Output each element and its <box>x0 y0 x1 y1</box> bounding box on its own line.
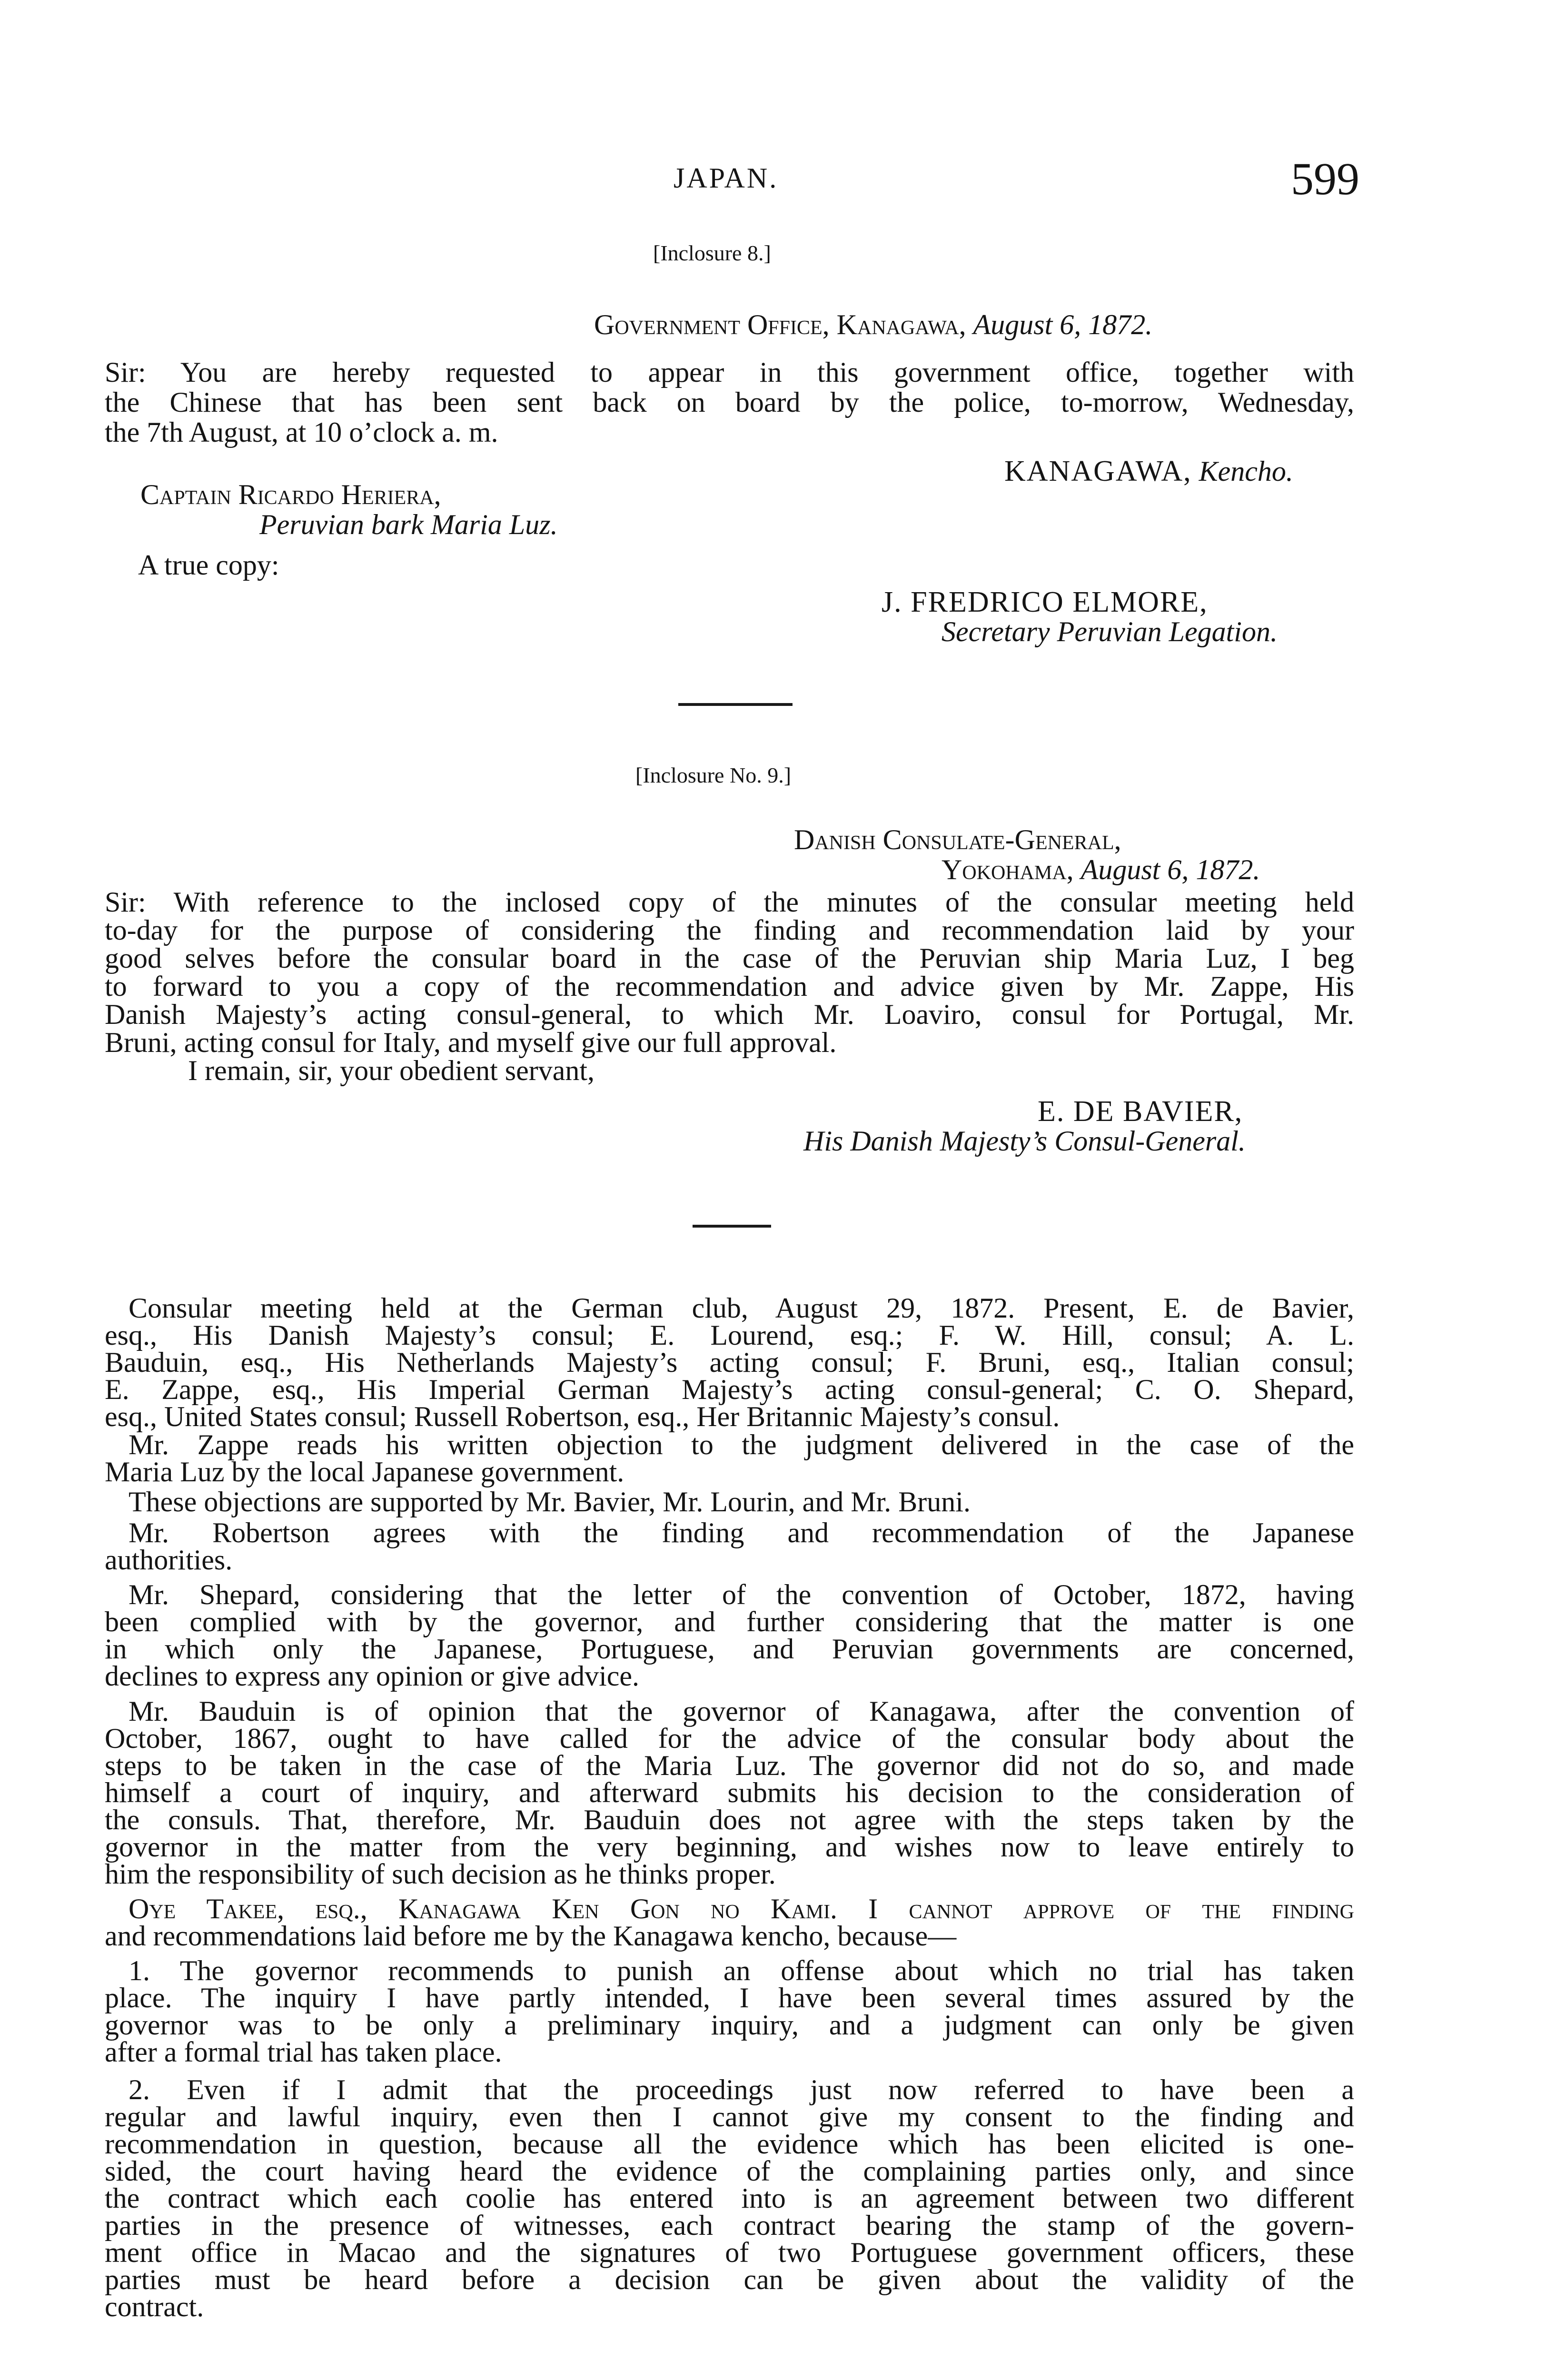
paragraph-line: the consuls. That, therefore, Mr. Bauduin does not agree with the steps taken by the <box>105 1804 1354 1835</box>
true-copy-label: A true copy: <box>138 549 279 581</box>
paragraph-line: steps to be taken in the case of the Maria Luz. The governor did not do so, and made <box>105 1750 1354 1781</box>
paragraph-line: himself a court of inquiry, and afterward submits his decision to the consideration of <box>105 1777 1354 1808</box>
paragraph-line: 1. The governor recommends to punish an offense about which no trial has taken <box>129 1955 1354 1986</box>
paragraph-line: place. The inquiry I have partly intended, I have been several times assured by the <box>105 1982 1354 2013</box>
paragraph-line: October, 1867, ought to have called for the advice of the consular body about the <box>105 1723 1354 1754</box>
paragraph-line: him the responsibility of such decision as he thinks proper. <box>105 1858 776 1890</box>
paragraph-line: esq., His Danish Majesty’s consul; E. Lourend, esq.; F. W. Hill, consul; A. L. <box>105 1319 1354 1351</box>
paragraph-line: in which only the Japanese, Portuguese, and Peruvian governments are concerned, <box>105 1633 1354 1665</box>
paragraph-line: parties must be heard before a decision can be given about the validity of the <box>105 2264 1354 2295</box>
signature-name: E. DE BAVIER, <box>1038 1095 1243 1128</box>
copy-signer-name: J. FREDRICO ELMORE, <box>882 586 1208 618</box>
paragraph-line: been complied with by the governor, and further considering that the matter is one <box>105 1606 1354 1637</box>
running-title: JAPAN. <box>674 162 779 194</box>
paragraph-line: recommendation in question, because all the evidence which has been elicited is one- <box>105 2128 1354 2160</box>
paragraph-line: to forward to you a copy of the recommendation and advice given by Mr. Zappe, His <box>105 971 1354 1002</box>
page-number: 599 <box>1291 153 1359 204</box>
paragraph-line: 2. Even if I admit that the proceedings just now referred to have been a <box>129 2074 1354 2105</box>
paragraph-line: ment office in Macao and the signatures of two Portuguese government officers, these <box>105 2237 1354 2268</box>
paragraph-line: These objections are supported by Mr. Bavier, Mr. Lourin, and Mr. Bruni. <box>129 1486 971 1517</box>
paragraph-line: Sir: You are hereby requested to appear in this government office, together with <box>105 357 1354 388</box>
closing-line: I remain, sir, your obedient servant, <box>188 1055 595 1086</box>
inclosure-9-label: [Inclosure No. 9.] <box>635 763 792 787</box>
inclosure-9-dateline <box>941 853 1260 886</box>
paragraph-line: contract. <box>105 2291 204 2322</box>
paragraph-line: after a formal trial has taken place. <box>105 2036 502 2068</box>
dateline-date: August 6, 1872. <box>973 309 1153 340</box>
paragraph-line: Mr. Bauduin is of opinion that the governor of Kanagawa, after the convention of <box>129 1696 1354 1727</box>
paragraph-line: Maria Luz by the local Japanese government. <box>105 1456 624 1488</box>
paragraph-line: declines to express any opinion or give advice. <box>105 1660 640 1692</box>
paragraph-line: the contract which each coolie has entered into is an agreement between two different <box>105 2182 1354 2214</box>
paragraph-line: regular and lawful inquiry, even then I cannot give my consent to the finding and <box>105 2101 1354 2132</box>
paragraph-line: Bruni, acting consul for Italy, and myself give our full approval. <box>105 1027 837 1058</box>
paragraph-line: and recommendations laid before me by the Kanagawa kencho, because— <box>105 1920 957 1952</box>
signature-kanagawa <box>1004 455 1293 488</box>
paragraph-line: Mr. Shepard, considering that the letter of the convention of October, 1872, having <box>129 1579 1354 1610</box>
section-divider <box>693 1225 771 1228</box>
paragraph-line: Mr. Robertson agrees with the finding and recommendation of the Japanese <box>129 1517 1354 1548</box>
paragraph-line: Consular meeting held at the German club, August 29, 1872. Present, E. de Bavier, <box>129 1292 1354 1324</box>
paragraph-line: esq., United States consul; Russell Robertson, esq., Her Britannic Majesty’s consul. <box>105 1401 1060 1432</box>
signature-title: His Danish Majesty’s Consul-General. <box>803 1125 1246 1157</box>
inclosure-8-label: [Inclosure 8.] <box>653 241 771 265</box>
inclosure-8-dateline <box>594 308 1152 341</box>
paragraph-line: Bauduin, esq., His Netherlands Majesty’s acting consul; F. Bruni, esq., Italian consul; <box>105 1347 1354 1378</box>
paragraph-line: sided, the court having heard the evidence of the complaining parties only, and since <box>105 2155 1354 2187</box>
paragraph-line: Mr. Zappe reads his written objection to the judgment delivered in the case of the <box>129 1429 1354 1460</box>
paragraph-line: the Chinese that has been sent back on board by the police, to-morrow, Wednesday, <box>105 387 1354 418</box>
paragraph-line: governor was to be only a preliminary inquiry, and a judgment can only be given <box>105 2009 1354 2041</box>
signature-title: Kencho. <box>1199 456 1293 487</box>
paragraph-line: authorities. <box>105 1544 233 1576</box>
dateline-place: Yokohama, <box>941 854 1074 885</box>
paragraph-line: Danish Majesty’s acting consul-general, to which Mr. Loaviro, consul for Portugal, Mr. <box>105 999 1354 1030</box>
addressee-name: Captain Ricardo Heriera, <box>140 479 441 510</box>
paragraph-line: governor in the matter from the very beginning, and wishes now to leave entirely to <box>105 1831 1354 1863</box>
dateline-office: Government Office, Kanagawa, <box>594 309 966 340</box>
paragraph-line: parties in the presence of witnesses, each contract bearing the stamp of the govern- <box>105 2210 1354 2241</box>
dateline-office: Danish Consulate-General, <box>794 824 1121 855</box>
paragraph-line: E. Zappe, esq., His Imperial German Majesty’s acting consul-general; C. O. Shepard, <box>105 1374 1354 1405</box>
paragraph-line: good selves before the consular board in the case of the Peruvian ship Maria Luz, I beg <box>105 942 1354 974</box>
paragraph-line: Sir: With reference to the inclosed copy of the minutes of the consular meeting held <box>105 886 1354 918</box>
section-divider <box>678 703 793 706</box>
signature-name: KANAGAWA, <box>1004 455 1192 487</box>
paragraph-line: Oye Takee, esq., Kanagawa Ken Gon no Kami. I cannot approve of the finding <box>129 1893 1354 1924</box>
paragraph-line: to-day for the purpose of considering the finding and recommendation laid by your <box>105 914 1354 946</box>
dateline-date: August 6, 1872. <box>1080 854 1260 885</box>
paragraph-line: the 7th August, at 10 o’clock a. m. <box>105 416 498 448</box>
addressee-vessel: Peruvian bark Maria Luz. <box>259 509 558 540</box>
copy-signer-title: Secretary Peruvian Legation. <box>941 616 1278 647</box>
